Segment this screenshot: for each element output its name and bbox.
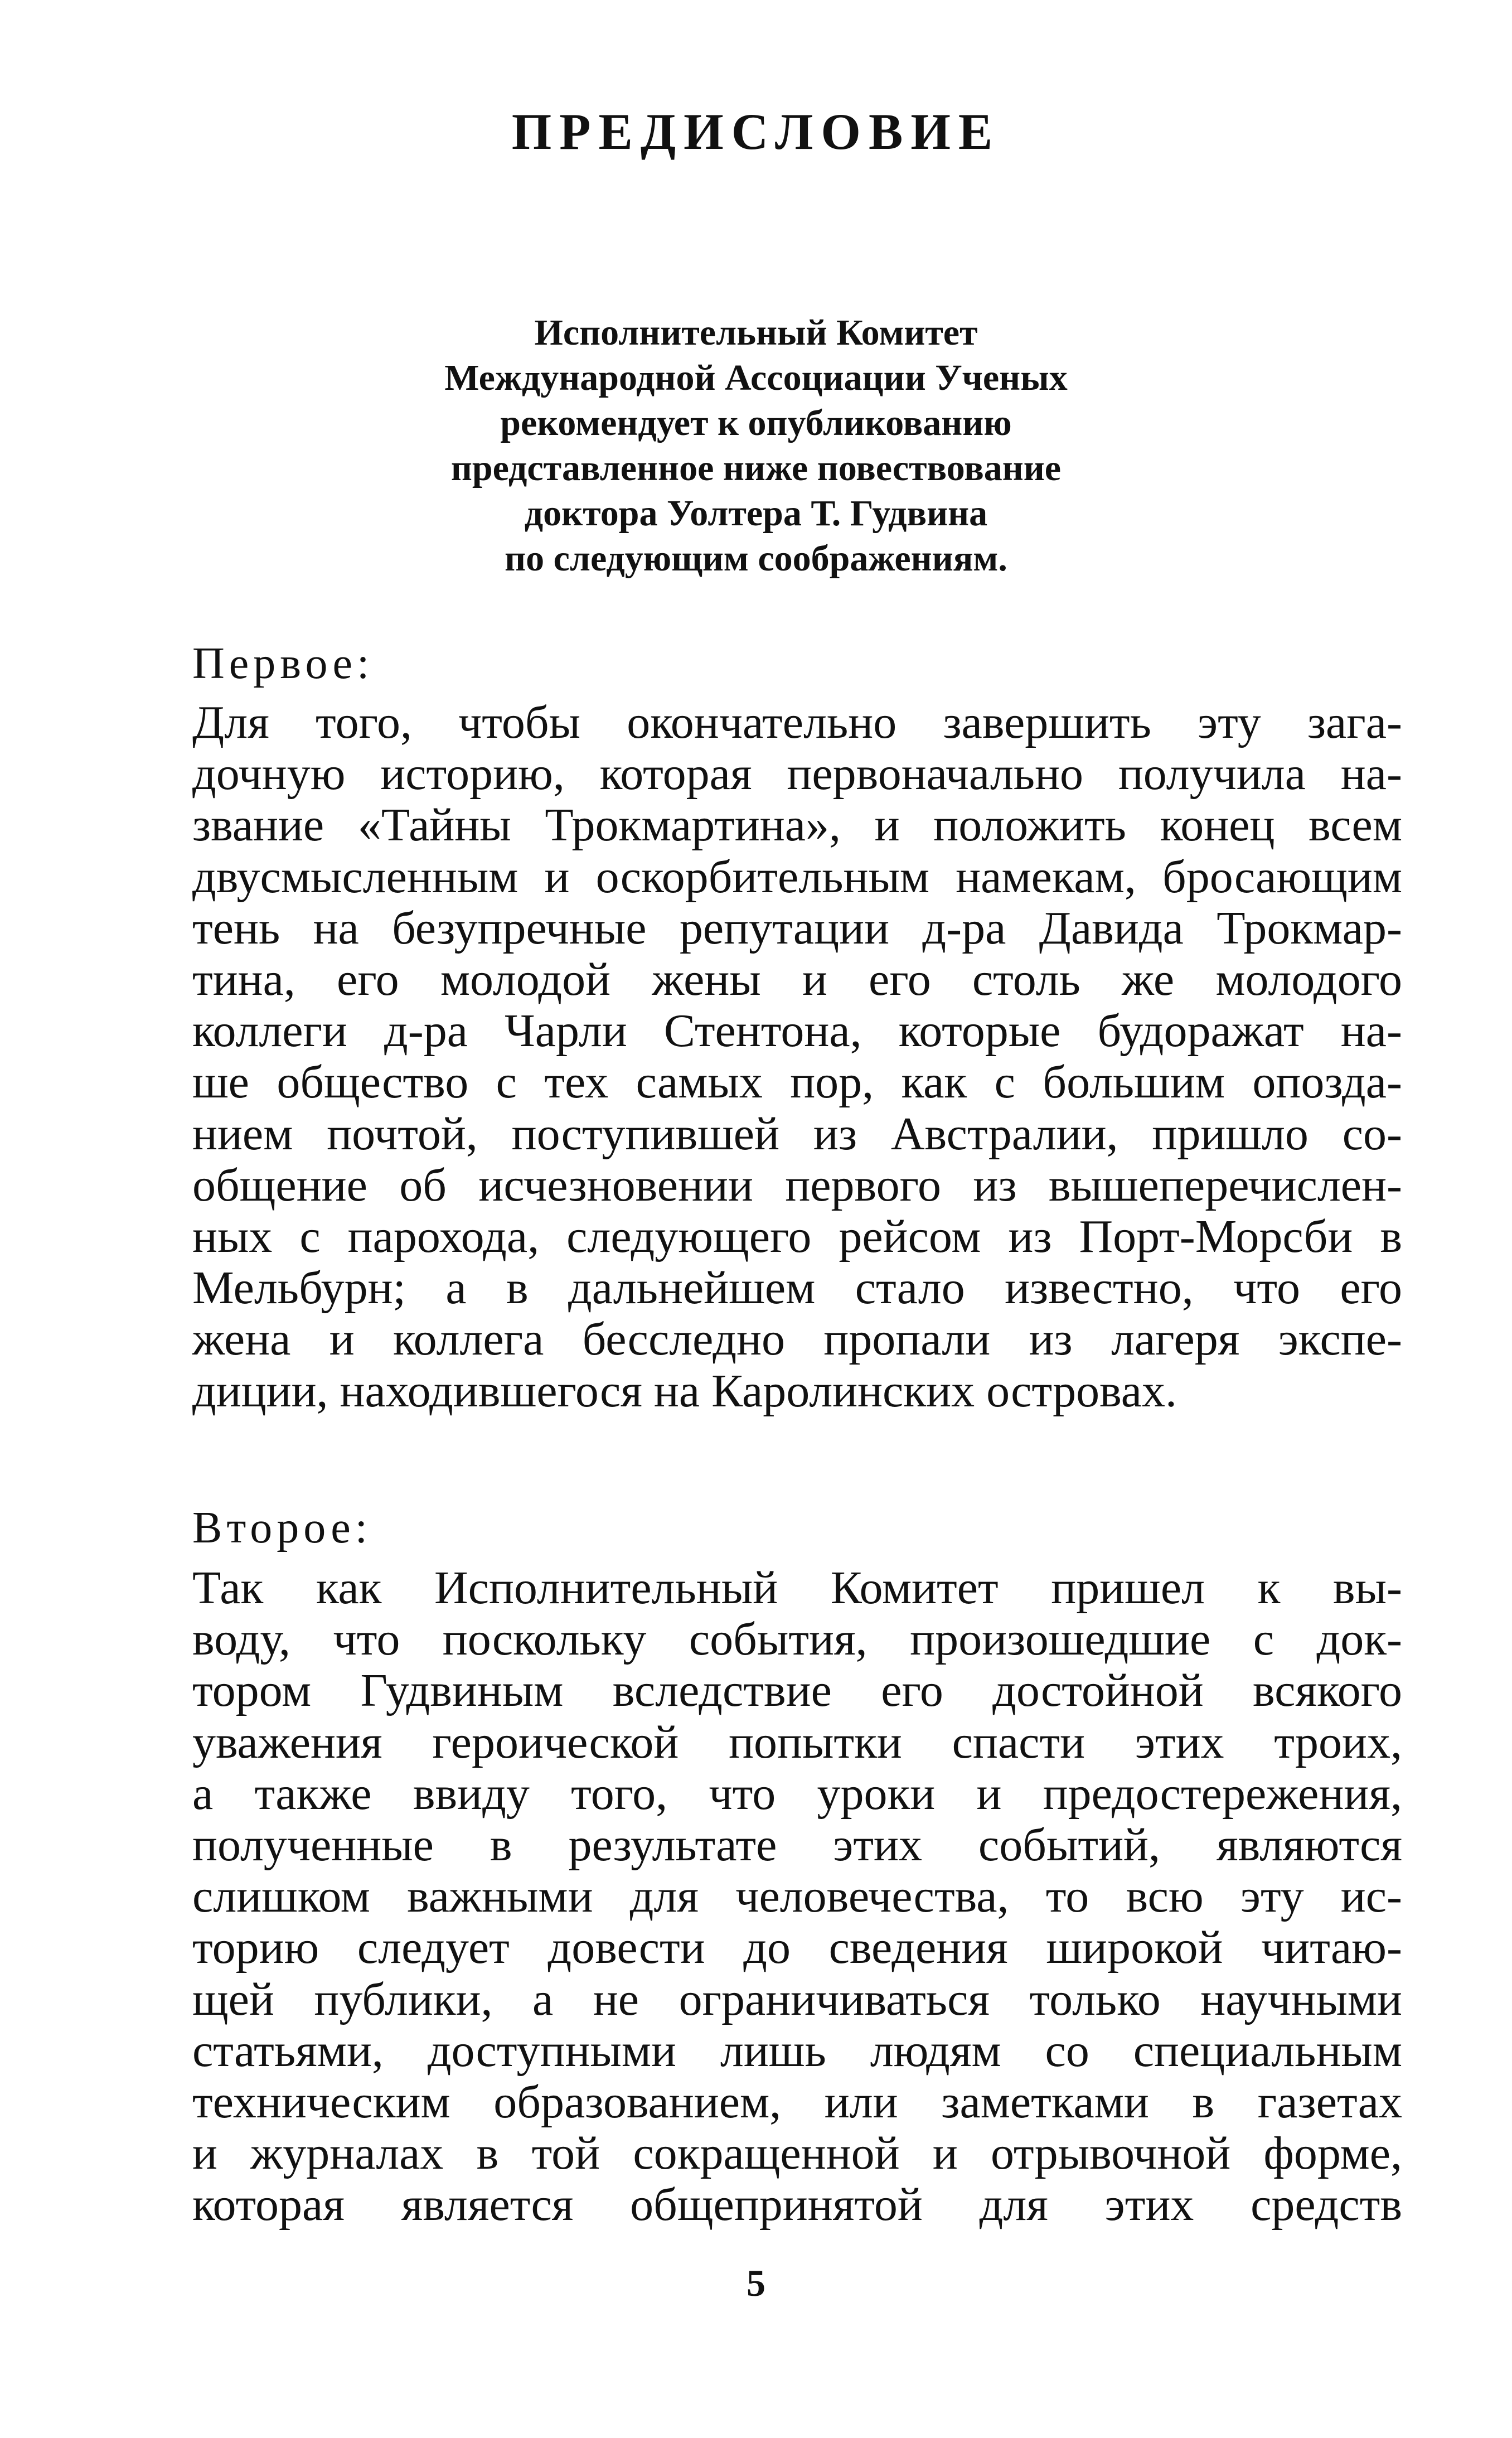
paragraph-line: техническим образованием, или заметками в газетах (192, 2076, 1402, 2129)
preface-line: рекомендует к опубликованию (500, 403, 1012, 443)
preface-line: представленное ниже повествование (450, 448, 1062, 488)
paragraph-line: Мельбурн; а в дальнейшем стало известно, что его (192, 1262, 1402, 1314)
paragraph-line: дочную историю, которая первоначально получила на- (192, 748, 1402, 800)
paragraph-line: воду, что поскольку события, произошедшие с док- (192, 1613, 1402, 1666)
preface-line: по следующим соображениям. (505, 538, 1007, 579)
paragraph-line: а также ввиду того, что уроки и предостережения, (192, 1767, 1402, 1820)
paragraph-line: коллеги д-ра Чарли Стентона, которые будоражат на- (192, 1005, 1402, 1057)
page-title: ПРЕДИСЛОВИЕ (511, 103, 1001, 160)
paragraph-line: и журналах в той сокращенной и отрывочной форме, (192, 2127, 1402, 2180)
paragraph-line: слишком важными для человечества, то всю эту ис- (192, 1870, 1402, 1923)
section-heading-first: Первое: (192, 639, 374, 688)
section-paragraph-second (192, 1563, 1402, 2231)
paragraph-line: которая является общепринятой для этих средств (192, 2179, 1402, 2231)
paragraph-line: жена и коллега бесследно пропали из лагеря экспе- (192, 1313, 1402, 1366)
preface-statement (0, 310, 1512, 581)
paragraph-line: нием почтой, поступившей из Австралии, пришло со- (192, 1107, 1402, 1160)
paragraph-line: звание «Тайны Трокмартина», и положить конец всем (192, 799, 1402, 852)
paragraph-line: полученные в результате этих событий, являются (192, 1819, 1402, 1871)
paragraph-line: тень на безупречные репутации д-ра Давида Трокмар- (192, 902, 1402, 954)
paragraph-line: статьями, доступными лишь людям со специальным (192, 2024, 1402, 2077)
preface-line: Исполнительный Комитет (534, 312, 978, 353)
paragraph-line: тором Гудвиным вследствие его достойной всякого (192, 1665, 1402, 1717)
section-paragraph-first (192, 697, 1402, 1417)
paragraph-line: тина, его молодой жены и его столь же молодого (192, 954, 1402, 1006)
paragraph-line: уважения героической попытки спасти этих троих, (192, 1716, 1402, 1768)
paragraph-line: Так как Исполнительный Комитет пришел к вы- (192, 1562, 1402, 1614)
paragraph-line: двусмысленным и оскорбительным намекам, бросающим (192, 850, 1402, 903)
preface-line: доктора Уолтера Т. Гудвина (524, 493, 988, 534)
paragraph-line: торию следует довести до сведения широкой читаю- (192, 1922, 1402, 1974)
paragraph-line: ше общество с тех самых пор, как с большим опозда- (192, 1056, 1402, 1109)
preface-line: Международной Ассоциации Ученых (444, 357, 1068, 398)
paragraph-line: Для того, чтобы окончательно завершить эту зага- (192, 696, 1402, 748)
page-number: 5 (747, 2262, 765, 2304)
paragraph-line: ных с парохода, следующего рейсом из Порт-Морсби в (192, 1211, 1402, 1263)
paragraph-line: общение об исчезновении первого из вышеперечислен- (192, 1159, 1402, 1211)
paragraph-line: щей публики, а не ограничиваться только научными (192, 1973, 1402, 2025)
section-heading-second: Второе: (192, 1503, 372, 1552)
paragraph-line: диции, находившегося на Каролинских островах. (192, 1365, 1177, 1417)
